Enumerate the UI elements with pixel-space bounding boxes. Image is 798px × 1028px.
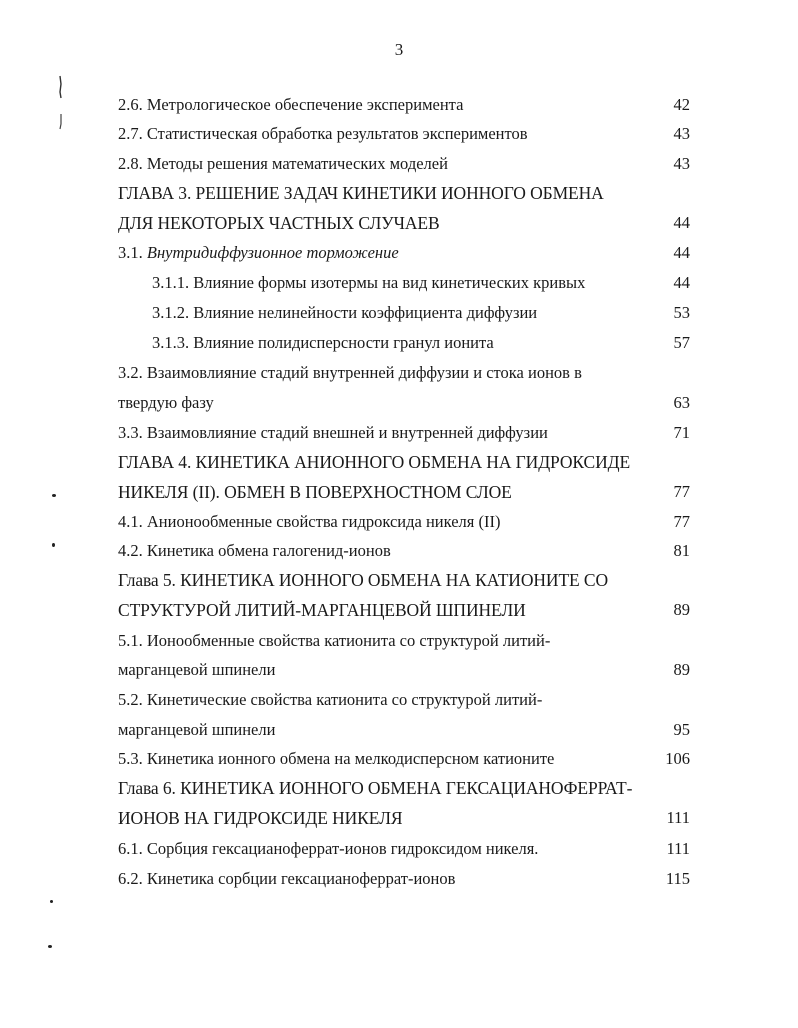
- toc-entry-title: 3.2. Взаимовлияние стадий внутренней диффузии и стока ионов в: [118, 363, 582, 382]
- toc-entry-title: 4.2. Кинетика обмена галогенид-ионов: [118, 541, 391, 560]
- toc-entry-page: 77: [673, 482, 690, 501]
- toc-entry-title: 2.8. Методы решения математических моделей: [118, 154, 448, 173]
- toc-entry-page: 95: [673, 720, 690, 739]
- toc-entry-title: твердую фазу: [118, 393, 214, 412]
- toc-entry-page: 111: [666, 839, 690, 858]
- toc-entry-title: СТРУКТУРОЙ ЛИТИЙ-МАРГАНЦЕВОЙ ШПИНЕЛИ: [118, 600, 526, 620]
- toc-entry-page: 115: [665, 869, 690, 888]
- toc-entry-title: ИОНОВ НА ГИДРОКСИДЕ НИКЕЛЯ: [118, 808, 403, 828]
- section-number: 3.1.: [118, 243, 147, 262]
- toc-entry-title: 4.1. Анионообменные свойства гидроксида никеля (II): [118, 512, 501, 531]
- toc-entry-page: 53: [673, 303, 690, 322]
- toc-entry-title: 3.1.2. Влияние нелинейности коэффициента диффузии: [152, 303, 538, 322]
- toc-entry-title: 6.1. Сорбция гексацианоферрат-ионов гидроксидом никеля.: [118, 839, 539, 858]
- toc-entry-page: 111: [666, 808, 690, 827]
- toc-entry-title: 2.7. Статистическая обработка результатов экспериментов: [118, 124, 528, 143]
- section-title-italic: Внутридиффузионное торможение: [146, 243, 399, 262]
- toc-entry-page: 57: [673, 333, 690, 352]
- page-number: 3: [394, 40, 404, 59]
- toc-entry-title: 6.2. Кинетика сорбции гексацианоферрат-ионов: [118, 869, 456, 888]
- toc-entry-title: 5.1. Ионообменные свойства катионита со структурой литий-: [118, 631, 551, 650]
- toc-entry-title: ГЛАВА 4. КИНЕТИКА АНИОННОГО ОБМЕНА НА ГИДРОКСИДЕ: [118, 452, 631, 472]
- toc-entry-title: 5.3. Кинетика ионного обмена на мелкодисперсном катионите: [118, 749, 555, 768]
- toc-entry-page: 44: [673, 213, 690, 232]
- toc-entry-title: Глава 6. КИНЕТИКА ИОННОГО ОБМЕНА ГЕКСАЦИАНОФЕРРАТ-: [118, 778, 633, 798]
- toc-entry-title: ГЛАВА 3. РЕШЕНИЕ ЗАДАЧ КИНЕТИКИ ИОННОГО ОБМЕНА: [118, 183, 604, 203]
- toc-entry-title: НИКЕЛЯ (II). ОБМЕН В ПОВЕРХНОСТНОМ СЛОЕ: [118, 482, 512, 502]
- toc-entry-title: 5.2. Кинетические свойства катионита со структурой литий-: [118, 690, 543, 709]
- toc-entry-page: 89: [673, 660, 690, 679]
- toc-entry-page: 81: [673, 541, 690, 560]
- toc-entry-page: 43: [673, 124, 690, 143]
- toc-entry-title: марганцевой шпинели: [118, 660, 276, 679]
- toc-entry-page: 77: [673, 512, 690, 531]
- toc-entry-title: марганцевой шпинели: [118, 720, 276, 739]
- toc-entry-page: 89: [673, 600, 690, 619]
- toc-entry-title: [118, 242, 399, 264]
- toc-entry-page: 43: [673, 154, 690, 173]
- toc-entry-page: 63: [673, 393, 690, 412]
- toc-entry-page: 71: [673, 423, 690, 442]
- toc-entry-page: 44: [673, 273, 690, 292]
- toc-entry-title: 3.1.1. Влияние формы изотермы на вид кинетических кривых: [152, 273, 586, 292]
- toc-entry-title: 3.3. Взаимовлияние стадий внешней и внутренней диффузии: [118, 423, 548, 442]
- toc-entry-title: ДЛЯ НЕКОТОРЫХ ЧАСТНЫХ СЛУЧАЕВ: [118, 213, 440, 233]
- toc-entry-page: 42: [673, 95, 690, 114]
- toc-entry-title: 2.6. Метрологическое обеспечение эксперимента: [118, 95, 464, 114]
- toc-entry-title: 3.1.3. Влияние полидисперсности гранул ионита: [152, 333, 494, 352]
- toc-entry-page: 44: [673, 243, 690, 262]
- toc-entry-title: Глава 5. КИНЕТИКА ИОННОГО ОБМЕНА НА КАТИОНИТЕ СО: [118, 570, 609, 590]
- toc-entry-page: 106: [665, 749, 690, 768]
